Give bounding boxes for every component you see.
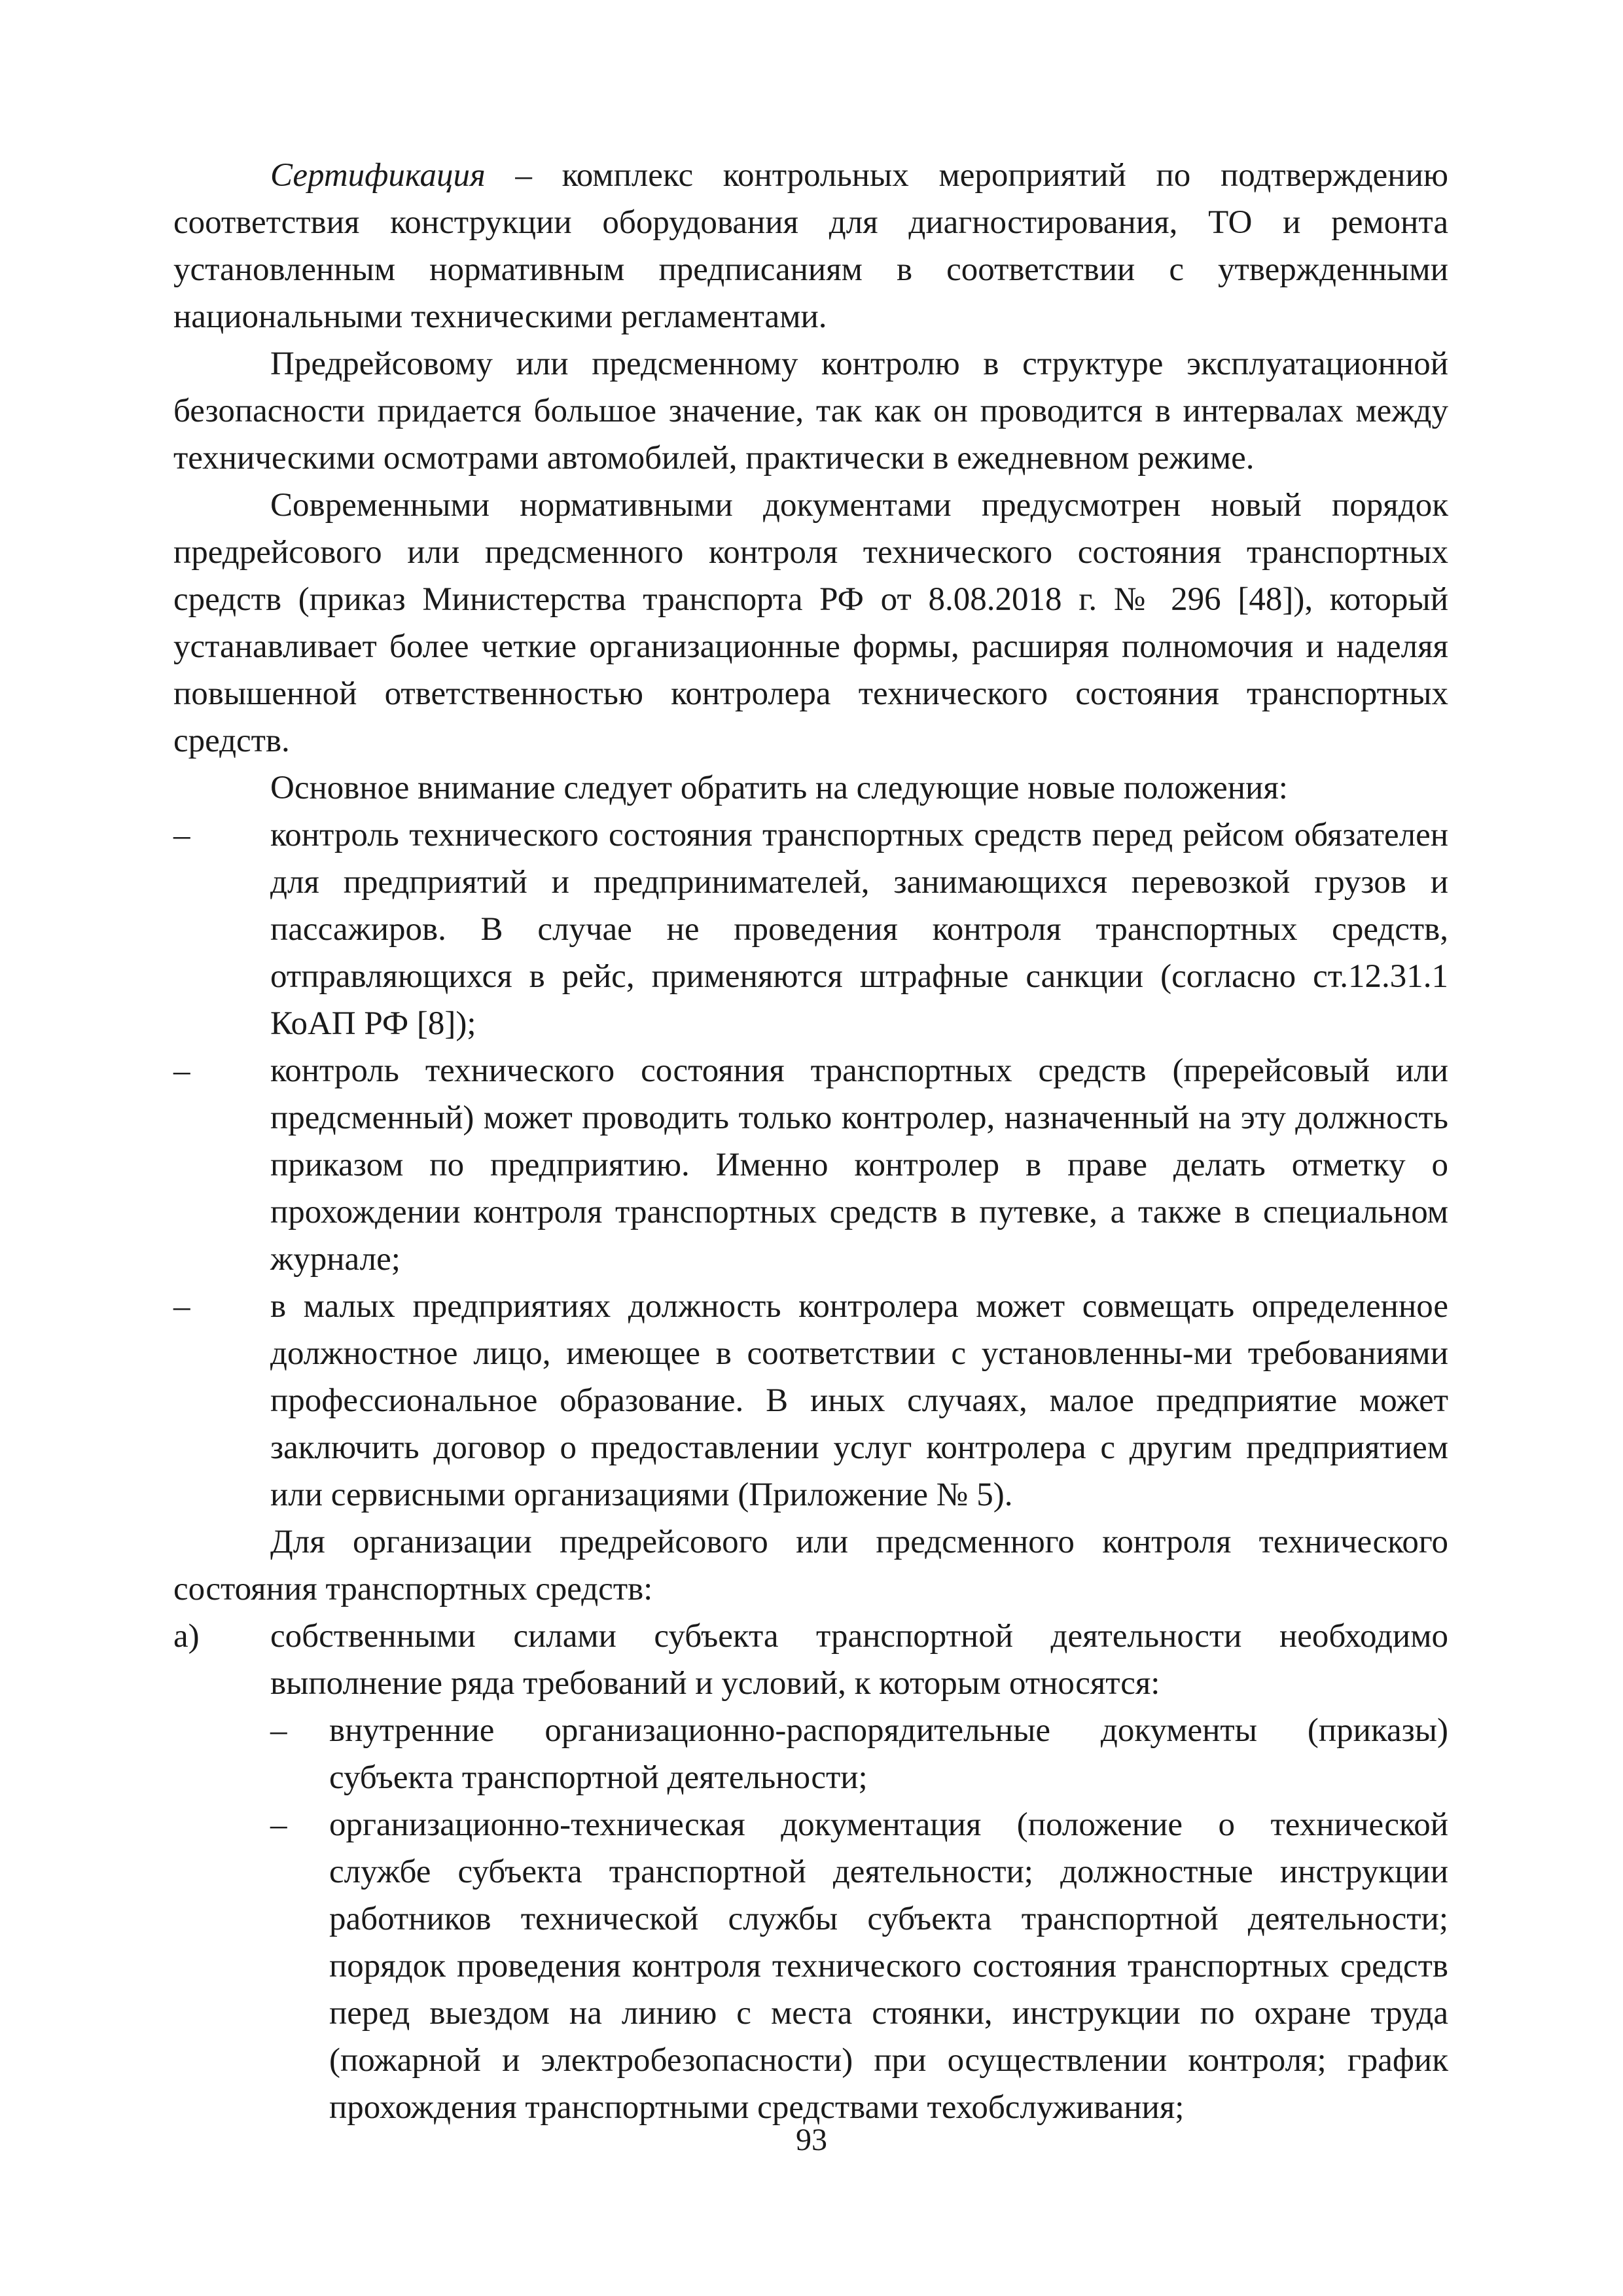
list-item-text: в малых предприятиях должность контролера может совмещать определенное должностное лицо, имеющее в соответствии с установленны-ми требованиями профессиональное образование. В иных случаях, малое предприятие может заключить договор о предоставлении услуг контролера с другим предприятием или сервисными организациями (Приложение № 5).	[270, 1288, 1448, 1513]
list-marker: –	[173, 817, 190, 853]
list-marker: а)	[173, 1618, 200, 1655]
list-item	[173, 1283, 1448, 1518]
list-item-a	[173, 1613, 1448, 1707]
paragraph-certification-text: – комплекс контрольных мероприятий по подтверждению соответствия конструкции оборудования для диагностирования, ТО и ремонта установленным нормативным предписаниям в соответствии с утвержденными национальными техническими регламентами.	[173, 157, 1448, 335]
list-item	[173, 812, 1448, 1047]
paragraph-organization: Для организации предрейсового или предсменного контроля технического состояния транспортных средств:	[173, 1524, 1448, 1607]
paragraph-pretrip-control: Предрейсовому или предсменному контролю в структуре эксплуатационной безопасности придается большое значение, так как он проводится в интервалах между техническими осмотрами автомобилей, практически в ежедневном режиме.	[173, 346, 1448, 476]
list-item	[173, 1047, 1448, 1283]
document-page	[173, 152, 1448, 2131]
page-number: 93	[796, 2123, 827, 2157]
sublist-item	[173, 1801, 1448, 2131]
paragraph-certification	[173, 152, 1448, 340]
sublist-marker: –	[270, 1712, 287, 1749]
list-item-text: контроль технического состояния транспортных средств (пререйсовый или предсменный) может проводить только контролер, назначенный на эту должность приказом по предприятию. Именно контролер в праве делать отметку о прохождении контроля транспортных средств в путевке, а также в специальном журнале;	[270, 1052, 1448, 1278]
list-item-text: контроль технического состояния транспортных средств перед рейсом обязателен для предприятий и предпринимателей, занимающихся перевозкой грузов и пассажиров. В случае не проведения контроля транспортных средств, отправляющихся в рейс, применяются штрафные санкции (согласно ст.12.31.1 КоАП РФ [8]);	[270, 817, 1448, 1042]
list-marker: –	[173, 1052, 190, 1089]
list-item-text: собственными силами субъекта транспортной деятельности необходимо выполнение ряда требований и условий, к которым относятся:	[270, 1618, 1448, 1702]
sublist-item-text: организационно-техническая документация (положение о технической службе субъекта транспортной деятельности; должностные инструкции работников технической службы субъекта транспортной деятельности; порядок проведения контроля технического состояния транспортных средств перед выездом на линию с места стоянки, инструкции по охране труда (пожарной и электробезопасности) при осуществлении контроля; график прохождения транспортными средствами техобслуживания;	[329, 1806, 1448, 2126]
paragraph-main-attention: Основное внимание следует обратить на следующие новые положения:	[270, 770, 1288, 806]
sublist-item-text: внутренние организационно-распорядительные документы (приказы) субъекта транспортной деятельности;	[329, 1712, 1448, 1796]
paragraph-new-procedure: Современными нормативными документами предусмотрен новый порядок предрейсового или предсменного контроля технического состояния транспортных средств (приказ Министерства транспорта РФ от 8.08.2018 г. № 296 [48]), который устанавливает более четкие организационные формы, расширяя полномочия и наделяя повышенной ответственностью контролера технического состояния транспортных средств.	[173, 487, 1448, 759]
list-marker: –	[173, 1288, 190, 1325]
term-certification: Сертификация	[270, 157, 486, 194]
sublist-item	[173, 1707, 1448, 1801]
sublist-marker: –	[270, 1806, 287, 1843]
